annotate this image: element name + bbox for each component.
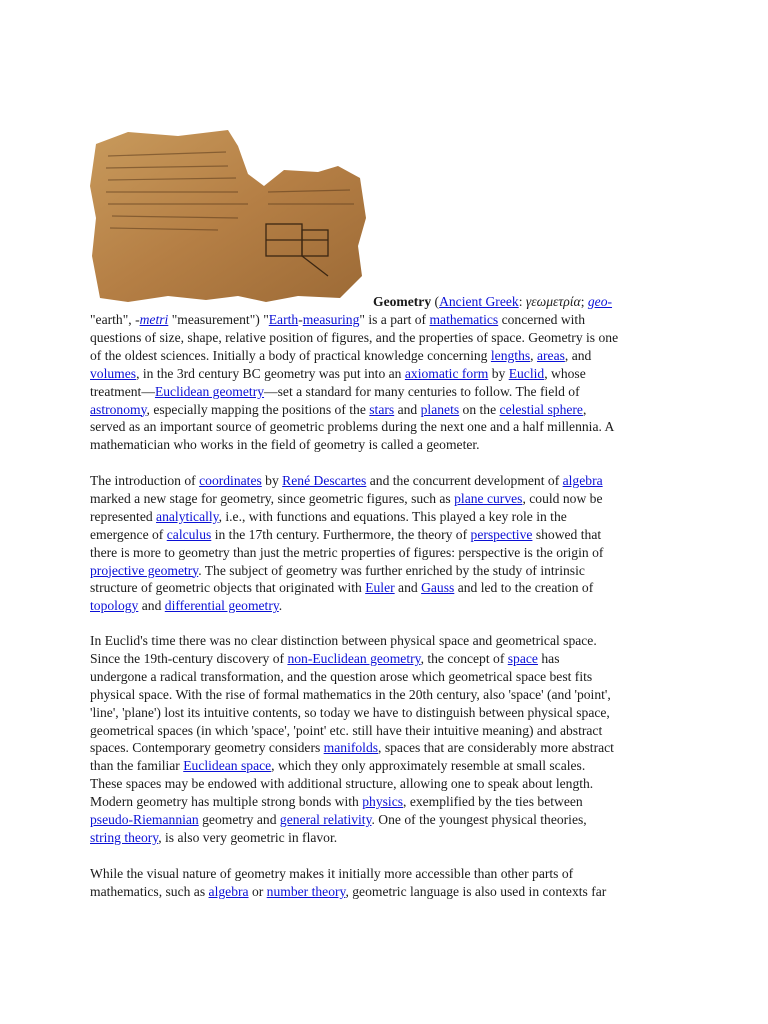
link-space[interactable]: space	[507, 650, 538, 666]
text-line	[90, 597, 686, 615]
text-line	[90, 704, 686, 722]
text-fragment: treatment—	[90, 383, 155, 399]
text-fragment: " is a part of	[359, 312, 430, 327]
link-earth[interactable]: Earth	[268, 312, 299, 327]
text-line	[90, 829, 686, 847]
link-areas[interactable]: areas	[536, 347, 565, 363]
text-line	[90, 401, 686, 419]
link-differential-geometry[interactable]: differential geometry	[164, 598, 279, 614]
text-fragment: by	[261, 473, 283, 488]
link-general-relativity[interactable]: general relativity	[279, 812, 372, 828]
text-fragment: concerned with	[498, 312, 586, 327]
link-coordinates[interactable]: coordinates	[199, 473, 262, 488]
text-fragment: :	[518, 294, 526, 309]
text-line	[90, 490, 686, 508]
link-euler[interactable]: Euler	[365, 580, 395, 596]
text-fragment: or	[248, 883, 267, 899]
text-line	[90, 311, 686, 329]
text-line	[90, 383, 686, 401]
paragraph-space	[90, 632, 686, 847]
text-line	[90, 686, 686, 704]
text-fragment: ;	[580, 294, 588, 309]
text-fragment: , the concept of	[420, 650, 508, 666]
link-stars[interactable]: stars	[369, 401, 395, 417]
text-fragment: These spaces may be endowed with additional structure, allowing one to speak about length.	[90, 776, 594, 792]
text-fragment: .	[278, 598, 283, 614]
text-fragment: . One of the youngest physical theories,	[371, 812, 587, 828]
link-mathematics[interactable]: mathematics	[429, 312, 499, 327]
text-fragment: emergence of	[90, 526, 167, 542]
link-projective-geometry[interactable]: projective geometry	[90, 562, 199, 578]
paragraph-coordinates	[90, 472, 686, 615]
text-fragment: (	[431, 294, 440, 309]
link-ancient-greek[interactable]: Ancient Greek	[439, 294, 519, 309]
link-euclidean-space[interactable]: Euclidean space	[183, 758, 272, 774]
text-fragment: mathematics, such as	[90, 883, 209, 899]
text-line	[90, 329, 686, 347]
text-line	[90, 632, 686, 650]
text-fragment: and	[394, 401, 421, 417]
link-lengths[interactable]: lengths	[490, 347, 531, 363]
text-fragment: "earth",	[90, 312, 136, 327]
link-non-euclidean-geometry[interactable]: non-Euclidean geometry	[287, 650, 421, 666]
text-line	[90, 757, 686, 775]
link-volumes[interactable]: volumes	[90, 365, 137, 381]
text-fragment: , i.e., with functions and equations. This played a key role in the	[218, 508, 567, 524]
text-fragment: ,	[582, 401, 587, 417]
text-fragment: showed that	[532, 526, 602, 542]
text-line	[90, 365, 686, 383]
text-line	[90, 722, 686, 740]
text-fragment: -	[135, 312, 140, 327]
text-fragment: , which they only approximately resemble at small scales.	[271, 758, 586, 774]
text-fragment: than the familiar	[90, 758, 184, 774]
text-fragment: In Euclid's time there was no clear distinction between physical space and geometrical space.	[90, 633, 597, 648]
text-fragment: and	[138, 598, 165, 614]
text-line	[90, 562, 686, 580]
text-fragment: marked a new stage for geometry, since geometric figures, such as	[90, 490, 455, 506]
text-fragment: , geometric language is also used in contexts far	[345, 883, 607, 899]
text-fragment: , especially mapping the positions of the	[146, 401, 370, 417]
paragraph-visual-nature	[90, 865, 686, 901]
text-line	[90, 436, 686, 454]
text-fragment: . The subject of geometry was further enriched by the study of intrinsic	[198, 562, 585, 578]
text-line	[90, 526, 686, 544]
text-fragment: structure of geometric objects that originated with	[90, 580, 366, 596]
text-fragment: -	[298, 312, 303, 327]
text-fragment: , in the 3rd century BC geometry was put into an	[136, 365, 405, 381]
link-euclidean-geometry[interactable]: Euclidean geometry	[154, 383, 265, 399]
paragraph-intro	[90, 311, 686, 454]
text-fragment: , and	[564, 347, 592, 363]
text-fragment: and the concurrent development of	[366, 473, 563, 488]
text-fragment: geometrical spaces (in which 'space', 'point' etc. still have their intuitive meaning) and abstract	[90, 722, 603, 738]
link-manifolds[interactable]: manifolds	[323, 740, 379, 756]
text-line	[90, 418, 686, 436]
link-measuring[interactable]: measuring	[302, 312, 360, 327]
link-axiomatic-form[interactable]: axiomatic form	[404, 365, 489, 381]
article-first-line	[373, 293, 612, 311]
text-line	[90, 775, 686, 793]
text-line	[90, 811, 686, 829]
text-line	[90, 472, 686, 490]
text-fragment: —set a standard for many centuries to follow. The field of	[264, 383, 580, 399]
link-geo[interactable]: geo-	[587, 294, 613, 309]
text-fragment: While the visual nature of geometry makes it initially more accessible than other parts of	[90, 866, 574, 881]
text-fragment: , could now be	[522, 490, 603, 506]
text-fragment: "measurement") "	[168, 312, 269, 327]
link-calculus[interactable]: calculus	[166, 526, 212, 542]
text-fragment: , spaces that are considerably more abstract	[378, 740, 614, 756]
text-fragment: undergone a radical transformation, and the question arose which geometrical space best fits	[90, 668, 593, 684]
link-physics[interactable]: physics	[362, 794, 404, 810]
text-fragment: The introduction of	[90, 473, 200, 488]
article-title: Geometry	[373, 294, 432, 309]
greek-word: γεωμετρία	[525, 294, 581, 309]
link-algebra[interactable]: algebra	[562, 473, 603, 488]
text-line	[90, 650, 686, 668]
text-line	[90, 668, 686, 686]
text-line	[90, 793, 686, 811]
text-fragment: has	[537, 650, 560, 666]
text-fragment: Since the 19th-century discovery of	[90, 650, 288, 666]
text-line	[90, 347, 686, 365]
text-fragment: 'line', 'plane') lost its intuitive contents, so today we have to distinguish between physical space,	[90, 704, 610, 720]
link-number-theory[interactable]: number theory	[266, 883, 346, 899]
link-ren-descartes[interactable]: René Descartes	[282, 473, 367, 488]
text-line	[90, 508, 686, 526]
text-line	[90, 579, 686, 597]
text-line	[90, 865, 686, 883]
text-fragment: questions of size, shape, relative position of figures, and the properties of space. Geometry is one	[90, 329, 619, 345]
text-line	[90, 739, 686, 757]
text-fragment: geometry and	[198, 812, 280, 828]
text-fragment: and	[394, 580, 422, 596]
link-gauss[interactable]: Gauss	[421, 580, 455, 596]
text-fragment: ,	[530, 347, 537, 363]
text-fragment: , exemplified by the ties between	[403, 794, 583, 810]
link-algebra[interactable]: algebra	[208, 883, 249, 899]
text-fragment: spaces. Contemporary geometry considers	[90, 740, 324, 756]
text-line	[90, 883, 686, 901]
link-celestial-sphere[interactable]: celestial sphere	[499, 401, 583, 417]
link-analytically[interactable]: analytically	[156, 508, 219, 524]
link-metri[interactable]: metri	[139, 312, 169, 327]
text-fragment: served as an important source of geometric problems during the next one and a half millennia. A	[90, 419, 615, 435]
text-line	[90, 544, 686, 562]
papyrus-fragment-image	[88, 126, 370, 304]
link-astronomy[interactable]: astronomy	[90, 401, 147, 417]
link-perspective[interactable]: perspective	[470, 526, 533, 542]
text-fragment: in the 17th century. Furthermore, the theory of	[211, 526, 471, 542]
text-fragment: physical space. With the rise of formal mathematics in the 20th century, also 'space' (and 'point',	[90, 686, 611, 702]
text-fragment: mathematician who works in the field of geometry is called a geometer.	[90, 437, 480, 453]
link-euclid[interactable]: Euclid	[508, 365, 545, 381]
text-fragment: , is also very geometric in flavor.	[158, 829, 338, 845]
text-fragment: by	[488, 365, 509, 381]
text-fragment: Modern geometry has multiple strong bonds with	[90, 794, 363, 810]
link-topology[interactable]: topology	[90, 598, 139, 614]
text-fragment: on the	[459, 401, 500, 417]
link-plane-curves[interactable]: plane curves	[454, 490, 523, 506]
text-fragment: , whose	[544, 365, 586, 381]
text-fragment: and led to the creation of	[454, 580, 594, 596]
link-string-theory[interactable]: string theory	[90, 829, 159, 845]
text-fragment: represented	[90, 508, 157, 524]
link-pseudo-riemannian[interactable]: pseudo-Riemannian	[90, 812, 199, 828]
text-fragment: there is more to geometry than just the metric properties of figures: perspective is the origin of	[90, 544, 604, 560]
link-planets[interactable]: planets	[420, 401, 460, 417]
text-fragment: of the oldest sciences. Initially a body of practical knowledge concerning	[90, 347, 491, 363]
